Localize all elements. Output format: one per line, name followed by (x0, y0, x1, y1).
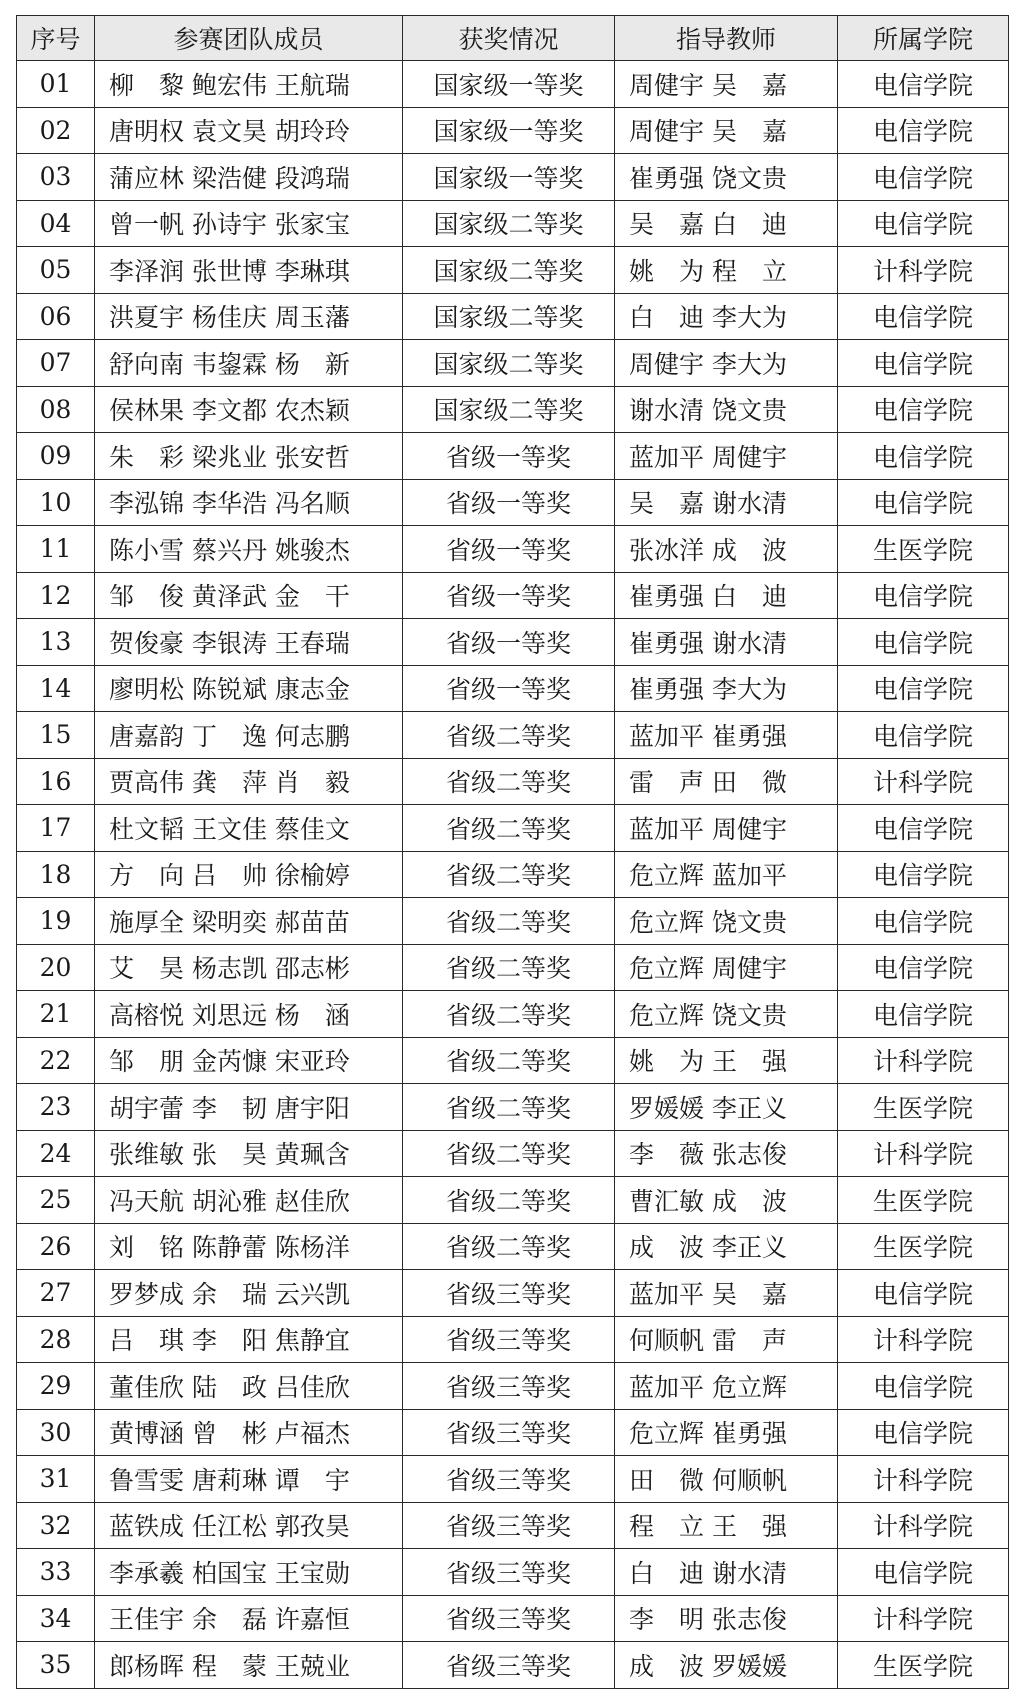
cell-advisor: 曹汇敏 成 波 (615, 1177, 838, 1224)
cell-team-members: 邹 俊 黄泽武 金 干 (95, 572, 403, 619)
cell-college: 电信学院 (838, 805, 1009, 852)
cell-team-members: 鲁雪雯 唐莉琳 谭 宇 (95, 1456, 403, 1503)
cell-advisor: 蓝加平 周健宇 (615, 433, 838, 480)
cell-college: 电信学院 (838, 851, 1009, 898)
cell-college: 电信学院 (838, 712, 1009, 759)
cell-advisor: 危立辉 周健宇 (615, 944, 838, 991)
cell-advisor: 周健宇 吴 嘉 (615, 61, 838, 108)
cell-index: 19 (17, 898, 95, 945)
cell-award: 省级一等奖 (403, 433, 615, 480)
table-row (17, 851, 1009, 898)
cell-college: 电信学院 (838, 107, 1009, 154)
table-row (17, 200, 1009, 247)
cell-college: 计科学院 (838, 1502, 1009, 1549)
cell-index: 10 (17, 479, 95, 526)
cell-team-members: 李泓锦 李华浩 冯名顺 (95, 479, 403, 526)
cell-advisor: 白 迪 李大为 (615, 293, 838, 340)
cell-advisor: 田 微 何顺帆 (615, 1456, 838, 1503)
cell-college: 电信学院 (838, 898, 1009, 945)
cell-index: 23 (17, 1084, 95, 1131)
cell-advisor: 蓝加平 吴 嘉 (615, 1270, 838, 1317)
cell-advisor: 白 迪 谢水清 (615, 1549, 838, 1596)
header-team-members: 参赛团队成员 (95, 16, 403, 61)
cell-team-members: 罗梦成 余 瑞 云兴凯 (95, 1270, 403, 1317)
cell-award: 省级三等奖 (403, 1363, 615, 1410)
table-row (17, 433, 1009, 480)
cell-award: 国家级二等奖 (403, 340, 615, 387)
cell-advisor: 姚 为 王 强 (615, 1037, 838, 1084)
cell-team-members: 蓝铁成 任江松 郭孜昊 (95, 1502, 403, 1549)
awards-table (16, 15, 1009, 1689)
cell-index: 14 (17, 665, 95, 712)
cell-award: 国家级一等奖 (403, 107, 615, 154)
table-row (17, 1363, 1009, 1410)
cell-college: 生医学院 (838, 1223, 1009, 1270)
cell-advisor: 蓝加平 崔勇强 (615, 712, 838, 759)
cell-team-members: 贺俊豪 李银涛 王春瑞 (95, 619, 403, 666)
table-row (17, 1223, 1009, 1270)
cell-team-members: 李泽润 张世博 李琳琪 (95, 247, 403, 294)
cell-college: 电信学院 (838, 991, 1009, 1038)
cell-advisor: 危立辉 饶文贵 (615, 991, 838, 1038)
cell-award: 国家级一等奖 (403, 61, 615, 108)
cell-team-members: 王佳宇 余 磊 许嘉恒 (95, 1595, 403, 1642)
cell-award: 国家级二等奖 (403, 200, 615, 247)
cell-award: 省级一等奖 (403, 572, 615, 619)
cell-award: 省级二等奖 (403, 991, 615, 1038)
cell-team-members: 黄博涵 曾 彬 卢福杰 (95, 1409, 403, 1456)
table-row (17, 1409, 1009, 1456)
cell-advisor: 崔勇强 谢水清 (615, 619, 838, 666)
cell-index: 17 (17, 805, 95, 852)
cell-advisor: 雷 声 田 微 (615, 758, 838, 805)
cell-index: 11 (17, 526, 95, 573)
cell-index: 16 (17, 758, 95, 805)
cell-team-members: 施厚全 梁明奕 郝苗苗 (95, 898, 403, 945)
cell-index: 05 (17, 247, 95, 294)
cell-college: 电信学院 (838, 572, 1009, 619)
table-row (17, 665, 1009, 712)
cell-index: 32 (17, 1502, 95, 1549)
cell-team-members: 胡宇蕾 李 韧 唐宇阳 (95, 1084, 403, 1131)
cell-index: 07 (17, 340, 95, 387)
cell-award: 省级三等奖 (403, 1549, 615, 1596)
cell-team-members: 贾高伟 龚 萍 肖 毅 (95, 758, 403, 805)
table-body (17, 61, 1009, 1689)
cell-college: 生医学院 (838, 526, 1009, 573)
cell-award: 省级三等奖 (403, 1595, 615, 1642)
cell-advisor: 张冰洋 成 波 (615, 526, 838, 573)
cell-advisor: 罗媛媛 李正义 (615, 1084, 838, 1131)
cell-team-members: 唐嘉韵 丁 逸 何志鹏 (95, 712, 403, 759)
cell-award: 省级二等奖 (403, 944, 615, 991)
cell-advisor: 程 立 王 强 (615, 1502, 838, 1549)
cell-index: 30 (17, 1409, 95, 1456)
table-row (17, 712, 1009, 759)
cell-team-members: 吕 琪 李 阳 焦静宜 (95, 1316, 403, 1363)
cell-college: 生医学院 (838, 1642, 1009, 1689)
cell-award: 省级二等奖 (403, 898, 615, 945)
table-row (17, 572, 1009, 619)
cell-advisor: 姚 为 程 立 (615, 247, 838, 294)
table-row (17, 1270, 1009, 1317)
cell-team-members: 冯天航 胡沁雅 赵佳欣 (95, 1177, 403, 1224)
cell-college: 电信学院 (838, 293, 1009, 340)
cell-index: 08 (17, 386, 95, 433)
cell-index: 35 (17, 1642, 95, 1689)
table-row (17, 1037, 1009, 1084)
cell-advisor: 成 波 李正义 (615, 1223, 838, 1270)
cell-advisor: 吴 嘉 白 迪 (615, 200, 838, 247)
cell-advisor: 周健宇 李大为 (615, 340, 838, 387)
cell-college: 计科学院 (838, 1316, 1009, 1363)
cell-index: 34 (17, 1595, 95, 1642)
cell-college: 电信学院 (838, 619, 1009, 666)
cell-team-members: 李承羲 柏国宝 王宝勋 (95, 1549, 403, 1596)
cell-advisor: 崔勇强 饶文贵 (615, 154, 838, 201)
header-college: 所属学院 (838, 16, 1009, 61)
cell-award: 省级二等奖 (403, 1037, 615, 1084)
cell-team-members: 高榕悦 刘思远 杨 涵 (95, 991, 403, 1038)
cell-award: 省级二等奖 (403, 805, 615, 852)
cell-award: 省级一等奖 (403, 526, 615, 573)
cell-award: 国家级一等奖 (403, 154, 615, 201)
cell-advisor: 何顺帆 雷 声 (615, 1316, 838, 1363)
cell-index: 31 (17, 1456, 95, 1503)
table-row (17, 386, 1009, 433)
cell-college: 电信学院 (838, 665, 1009, 712)
cell-award: 省级一等奖 (403, 479, 615, 526)
cell-team-members: 曾一帆 孙诗宇 张家宝 (95, 200, 403, 247)
cell-team-members: 陈小雪 蔡兴丹 姚骏杰 (95, 526, 403, 573)
table-row (17, 991, 1009, 1038)
header-award: 获奖情况 (403, 16, 615, 61)
table-row (17, 1084, 1009, 1131)
table-row (17, 619, 1009, 666)
cell-college: 生医学院 (838, 1084, 1009, 1131)
cell-advisor: 崔勇强 白 迪 (615, 572, 838, 619)
cell-college: 生医学院 (838, 1177, 1009, 1224)
table-row (17, 526, 1009, 573)
cell-index: 22 (17, 1037, 95, 1084)
table-row (17, 1456, 1009, 1503)
cell-award: 省级二等奖 (403, 1084, 615, 1131)
cell-college: 电信学院 (838, 1363, 1009, 1410)
cell-index: 28 (17, 1316, 95, 1363)
table-row (17, 944, 1009, 991)
table-row (17, 1130, 1009, 1177)
cell-advisor: 吴 嘉 谢水清 (615, 479, 838, 526)
cell-index: 03 (17, 154, 95, 201)
cell-advisor: 蓝加平 周健宇 (615, 805, 838, 852)
cell-award: 国家级二等奖 (403, 293, 615, 340)
cell-college: 电信学院 (838, 433, 1009, 480)
cell-index: 29 (17, 1363, 95, 1410)
cell-team-members: 唐明权 袁文昊 胡玲玲 (95, 107, 403, 154)
table-row (17, 247, 1009, 294)
cell-index: 06 (17, 293, 95, 340)
cell-award: 省级三等奖 (403, 1456, 615, 1503)
cell-team-members: 朱 彩 梁兆业 张安哲 (95, 433, 403, 480)
cell-team-members: 廖明松 陈锐斌 康志金 (95, 665, 403, 712)
cell-team-members: 舒向南 韦鋆霖 杨 新 (95, 340, 403, 387)
cell-award: 省级一等奖 (403, 665, 615, 712)
cell-advisor: 危立辉 饶文贵 (615, 898, 838, 945)
cell-index: 13 (17, 619, 95, 666)
cell-award: 省级二等奖 (403, 712, 615, 759)
table-row (17, 758, 1009, 805)
cell-award: 省级三等奖 (403, 1316, 615, 1363)
table-row (17, 479, 1009, 526)
cell-advisor: 李 明 张志俊 (615, 1595, 838, 1642)
cell-advisor: 周健宇 吴 嘉 (615, 107, 838, 154)
cell-team-members: 邹 朋 金芮慷 宋亚玲 (95, 1037, 403, 1084)
cell-index: 18 (17, 851, 95, 898)
table-header (17, 16, 1009, 61)
table-row (17, 805, 1009, 852)
cell-index: 26 (17, 1223, 95, 1270)
table-row (17, 1316, 1009, 1363)
cell-team-members: 柳 黎 鲍宏伟 王航瑞 (95, 61, 403, 108)
cell-award: 国家级二等奖 (403, 386, 615, 433)
cell-advisor: 危立辉 蓝加平 (615, 851, 838, 898)
table-row (17, 293, 1009, 340)
cell-college: 电信学院 (838, 1270, 1009, 1317)
table-row (17, 1177, 1009, 1224)
cell-team-members: 洪夏宇 杨佳庆 周玉藩 (95, 293, 403, 340)
cell-college: 计科学院 (838, 758, 1009, 805)
cell-college: 电信学院 (838, 154, 1009, 201)
cell-college: 电信学院 (838, 200, 1009, 247)
cell-college: 电信学院 (838, 1549, 1009, 1596)
cell-college: 电信学院 (838, 386, 1009, 433)
cell-index: 33 (17, 1549, 95, 1596)
cell-advisor: 李 薇 张志俊 (615, 1130, 838, 1177)
cell-team-members: 蒲应林 梁浩健 段鸿瑞 (95, 154, 403, 201)
header-advisor: 指导教师 (615, 16, 838, 61)
cell-team-members: 刘 铭 陈静蕾 陈杨洋 (95, 1223, 403, 1270)
cell-index: 20 (17, 944, 95, 991)
table-row (17, 898, 1009, 945)
cell-college: 电信学院 (838, 944, 1009, 991)
cell-college: 计科学院 (838, 1130, 1009, 1177)
cell-college: 电信学院 (838, 1409, 1009, 1456)
cell-team-members: 杜文韬 王文佳 蔡佳文 (95, 805, 403, 852)
cell-award: 省级二等奖 (403, 1130, 615, 1177)
cell-college: 计科学院 (838, 247, 1009, 294)
header-index: 序号 (17, 16, 95, 61)
cell-award: 省级二等奖 (403, 758, 615, 805)
cell-advisor: 谢水清 饶文贵 (615, 386, 838, 433)
cell-college: 计科学院 (838, 1456, 1009, 1503)
cell-award: 省级二等奖 (403, 1223, 615, 1270)
table-row (17, 1549, 1009, 1596)
cell-award: 省级三等奖 (403, 1409, 615, 1456)
cell-index: 24 (17, 1130, 95, 1177)
cell-college: 计科学院 (838, 1037, 1009, 1084)
table-row (17, 1595, 1009, 1642)
cell-award: 省级三等奖 (403, 1270, 615, 1317)
cell-college: 电信学院 (838, 340, 1009, 387)
cell-index: 01 (17, 61, 95, 108)
table-row (17, 154, 1009, 201)
cell-index: 04 (17, 200, 95, 247)
cell-index: 27 (17, 1270, 95, 1317)
cell-index: 12 (17, 572, 95, 619)
cell-award: 国家级二等奖 (403, 247, 615, 294)
cell-index: 15 (17, 712, 95, 759)
cell-advisor: 成 波 罗媛媛 (615, 1642, 838, 1689)
cell-team-members: 张维敏 张 昊 黄珮含 (95, 1130, 403, 1177)
cell-award: 省级三等奖 (403, 1502, 615, 1549)
cell-award: 省级二等奖 (403, 1177, 615, 1224)
cell-college: 电信学院 (838, 61, 1009, 108)
cell-college: 电信学院 (838, 479, 1009, 526)
cell-award: 省级一等奖 (403, 619, 615, 666)
cell-award: 省级二等奖 (403, 851, 615, 898)
cell-team-members: 方 向 吕 帅 徐榆婷 (95, 851, 403, 898)
table-row (17, 61, 1009, 108)
cell-index: 25 (17, 1177, 95, 1224)
cell-index: 21 (17, 991, 95, 1038)
cell-advisor: 危立辉 崔勇强 (615, 1409, 838, 1456)
cell-team-members: 侯林果 李文都 农杰颖 (95, 386, 403, 433)
cell-college: 计科学院 (838, 1595, 1009, 1642)
cell-index: 09 (17, 433, 95, 480)
table-row (17, 1642, 1009, 1689)
cell-team-members: 艾 昊 杨志凯 邵志彬 (95, 944, 403, 991)
cell-award: 省级三等奖 (403, 1642, 615, 1689)
table-row (17, 107, 1009, 154)
table-row (17, 340, 1009, 387)
cell-advisor: 崔勇强 李大为 (615, 665, 838, 712)
cell-team-members: 郎杨晖 程 蒙 王兢业 (95, 1642, 403, 1689)
table-row (17, 1502, 1009, 1549)
header-row (17, 16, 1009, 61)
cell-index: 02 (17, 107, 95, 154)
cell-team-members: 董佳欣 陆 政 吕佳欣 (95, 1363, 403, 1410)
cell-advisor: 蓝加平 危立辉 (615, 1363, 838, 1410)
